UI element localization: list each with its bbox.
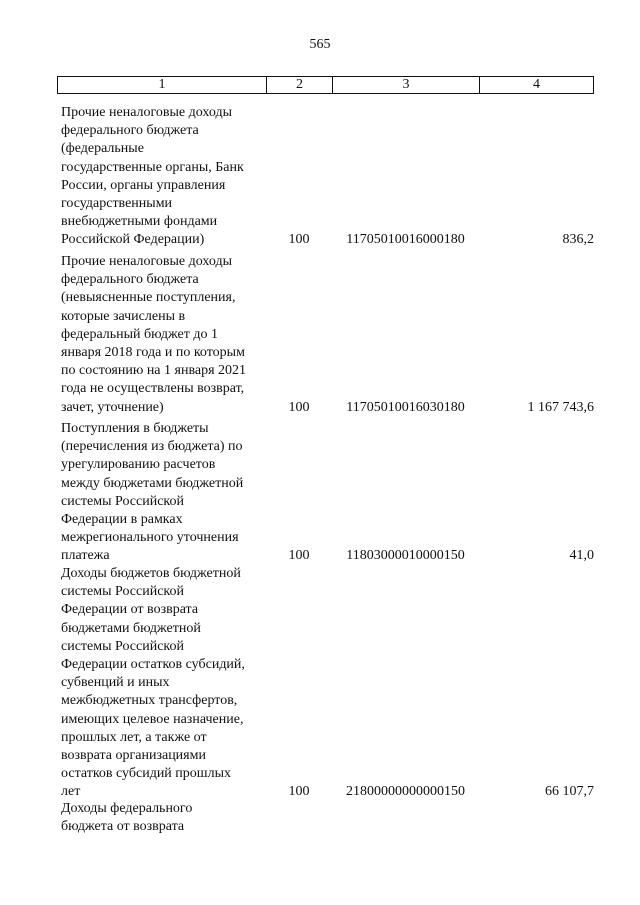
page-number: 565 [309, 37, 331, 52]
admin-code: 100 [288, 399, 310, 415]
amount: 1 167 743,6 [527, 399, 594, 415]
description-line: Поступления в бюджеты [61, 421, 209, 436]
description-line: января 2018 года и по которым [61, 345, 245, 361]
admin-code: 100 [288, 548, 310, 564]
admin-code: 100 [288, 232, 310, 248]
description-line: платежа [61, 548, 110, 564]
description-line: межбюджетных трансфертов, [61, 693, 238, 709]
budget-code: 11705010016000180 [346, 232, 465, 248]
description-line: прошлых лет, а также от [61, 729, 207, 745]
description-line: зачет, уточнение) [61, 399, 164, 415]
description-line: государственные органы, Банк [61, 159, 244, 175]
description-line: внебюджетными фондами [61, 214, 218, 230]
row-description [61, 104, 265, 250]
budget-code: 11803000010000150 [346, 548, 465, 564]
description-line: остатков субсидий прошлых [61, 766, 231, 782]
description-line: (перечисления из бюджета) по [61, 439, 243, 455]
description-line: межрегионального уточнения [61, 530, 239, 546]
description-line: имеющих целевое назначение, [61, 711, 244, 727]
description-line: Российской Федерации) [61, 232, 205, 248]
description-line: федерального бюджета [61, 123, 199, 139]
description-line: системы Российской [61, 493, 185, 509]
description-line: бюджета от возврата [61, 819, 185, 835]
budget-code: 11705010016030180 [346, 399, 465, 415]
description-line: которые зачислены в [61, 308, 186, 324]
description-line: субвенций и иных [61, 675, 170, 691]
description-line: Федерации остатков субсидий, [61, 657, 245, 673]
row-description [61, 420, 265, 566]
amount: 41,0 [569, 548, 594, 564]
description-line: возврата организациями [61, 748, 206, 764]
column-header-3: 3 [333, 77, 480, 93]
description-line: федерального бюджета [61, 272, 199, 288]
description-line: Прочие неналоговые доходы [61, 105, 233, 120]
description-line: (федеральные [61, 141, 144, 157]
description-line: системы Российской [61, 638, 185, 654]
description-line: системы Российской [61, 584, 185, 600]
description-line: (невыясненные поступления, [61, 290, 236, 306]
amount: 836,2 [562, 232, 594, 248]
amount: 66 107,7 [545, 784, 594, 800]
column-header-4: 4 [533, 77, 540, 92]
description-line: России, органы управления [61, 177, 226, 193]
description-line: года не осуществлены возврат, [61, 381, 245, 397]
description-line: урегулированию расчетов [61, 457, 216, 473]
row-description [61, 800, 265, 836]
row-description [61, 565, 265, 802]
description-line: по состоянию на 1 января 2021 [61, 363, 247, 379]
description-line: Федерации в рамках [61, 512, 183, 528]
description-line: федеральный бюджет до 1 [61, 326, 218, 342]
description-line: государственными [61, 196, 173, 212]
admin-code: 100 [288, 784, 310, 800]
description-line: Доходы бюджетов бюджетной [61, 566, 241, 581]
column-header-2: 2 [267, 77, 333, 93]
description-line: лет [61, 784, 81, 800]
description-line: Федерации от возврата [61, 602, 199, 618]
budget-code: 21800000000000150 [346, 784, 465, 800]
description-line: между бюджетами бюджетной [61, 475, 244, 491]
row-description [61, 253, 265, 417]
column-header-1: 1 [58, 77, 267, 93]
table-header [57, 76, 594, 94]
description-line: Прочие неналоговые доходы [61, 254, 233, 269]
description-line: бюджетами бюджетной [61, 620, 201, 636]
description-line: Доходы федерального [61, 801, 193, 816]
